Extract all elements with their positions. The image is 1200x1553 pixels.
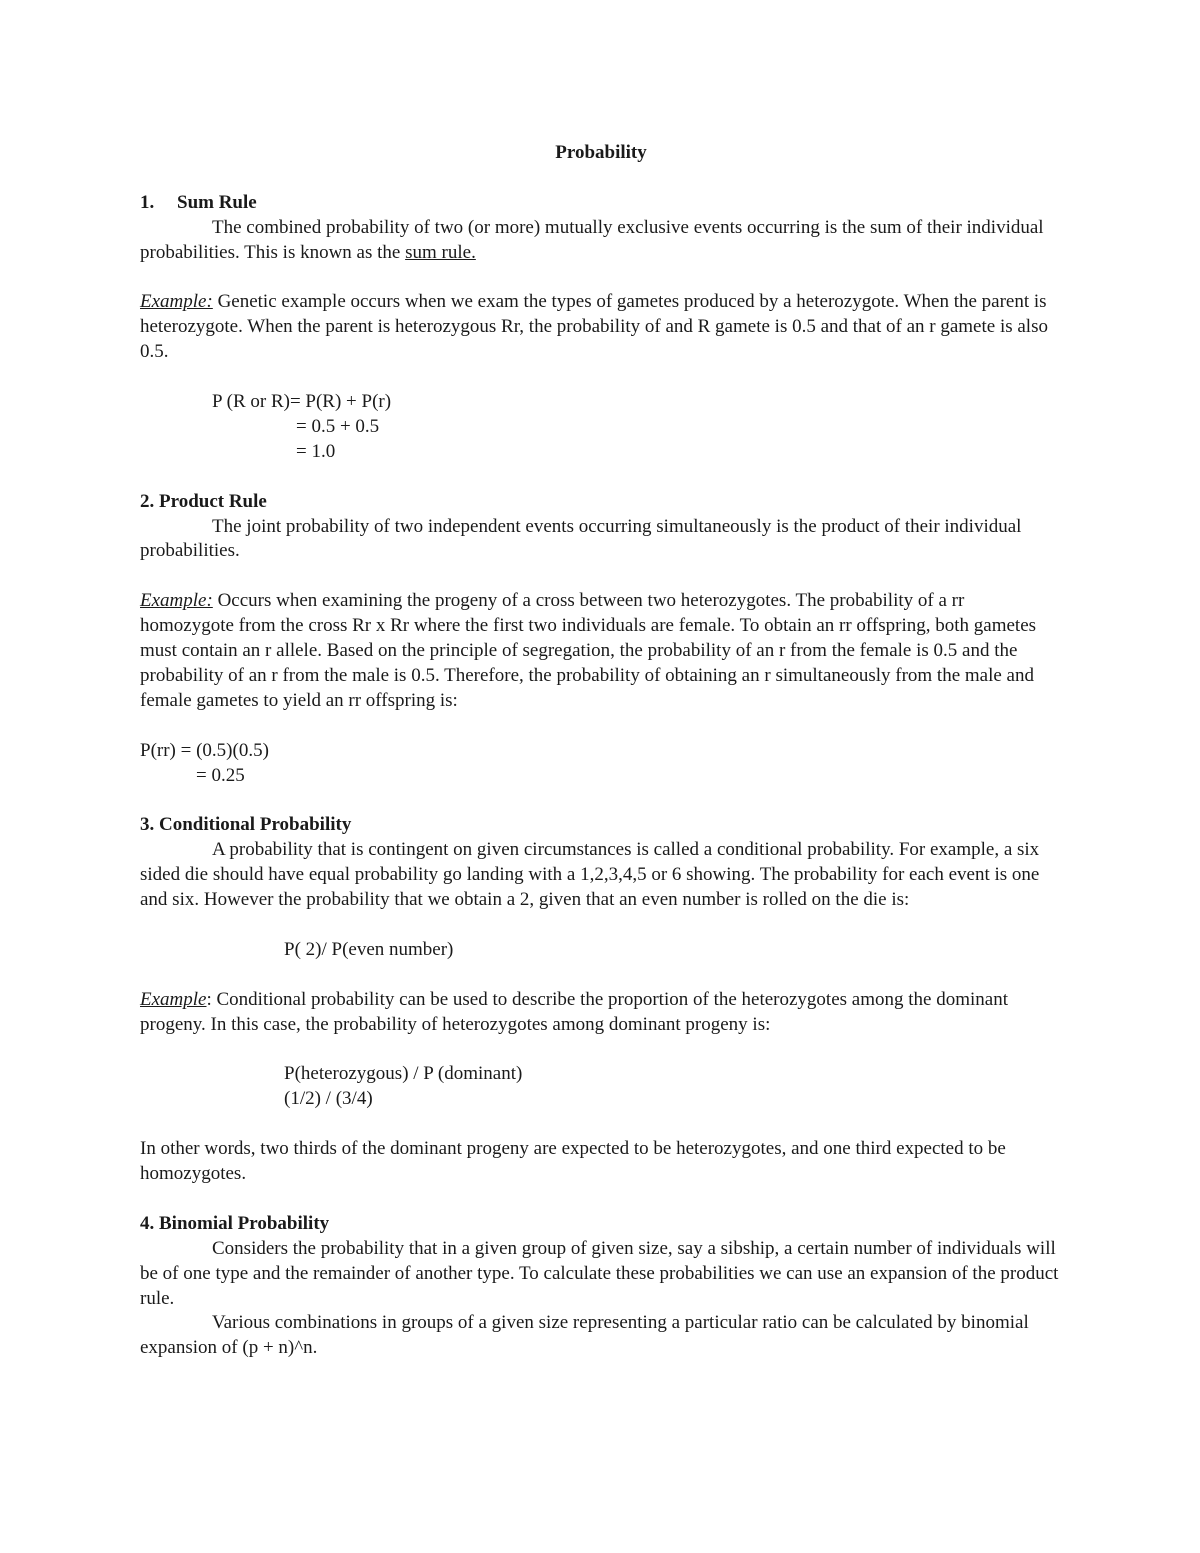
product-rule-equation-line: P(rr) = (0.5)(0.5) — [140, 739, 269, 761]
example-label: Example: — [140, 590, 213, 612]
binomial-paragraph: Various combinations in groups of a given size representing a particular ratio can be calculated by binomial expansion of (p + n)^n. — [140, 1312, 1029, 1359]
product-rule-definition: The joint probability of two independent events occurring simultaneously is the product of their individual probabilities. — [140, 515, 1022, 562]
conditional-conclusion: In other words, two thirds of the dominant progeny are expected to be heterozygotes, and one third expected to be homozygotes. — [140, 1138, 1006, 1184]
section-heading-sum-rule — [140, 191, 1062, 216]
sum-rule-term: sum rule. — [405, 241, 476, 263]
conditional-example: Example: Conditional probability can be used to describe the proportion of the heterozygotes among the dominant progeny. In this case, the probability of heterozygotes among dominant progeny is: — [140, 988, 1008, 1035]
section-heading-product-rule: 2. Product Rule — [140, 490, 267, 512]
section-heading-text: Sum Rule — [177, 191, 257, 213]
binomial-paragraph: Considers the probability that in a given group of given size, say a sibship, a certain number of individuals will be of one type and the remainder of another type. To calculate these probabilities we can use an expansion of the product rule. — [140, 1237, 1059, 1309]
product-rule-equation-line: = 0.25 — [196, 764, 245, 786]
page-title: Probability — [555, 142, 647, 163]
sum-rule-equation-line: P (R or R)= P(R) + P(r) — [212, 391, 392, 413]
conditional-equation-line: P(heterozygous) / P (dominant) — [284, 1063, 523, 1085]
conditional-equation-line: P( 2)/ P(even number) — [284, 938, 454, 960]
sum-rule-equation-line: = 1.0 — [296, 440, 336, 462]
conditional-probability-definition: A probability that is contingent on given circumstances is called a conditional probability. For example, a six sided die should have equal probability go landing with a 1,2,3,4,5 or 6 showing. The probability for each event is one and six. However the probability that we obtain a 2, given that an even number is rolled on the die is: — [140, 839, 1040, 911]
section-heading-binomial-probability: 4. Binomial Probability — [140, 1212, 330, 1234]
example-label: Example — [140, 988, 207, 1010]
example-label: Example: — [140, 291, 213, 313]
sum-rule-definition: The combined probability of two (or more) mutually exclusive events occurring is the sum of their individual probabilities. This is known as the sum rule. — [140, 216, 1044, 263]
product-rule-example: Example: Occurs when examining the progeny of a cross between two heterozygotes. The probability of a rr homozygote from the cross Rr x Rr where the first two individuals are female. To obtain an rr offspring, both gametes must contain an r allele. Based on the principle of segregation, the probability of an r from the female is 0.5 and the probability of an r from the male is 0.5. Therefore, the probability of obtaining an r simultaneously from the male and female gametes to yield an rr offspring is: — [140, 590, 1037, 711]
conditional-equation-line: (1/2) / (3/4) — [284, 1088, 373, 1110]
section-heading-conditional-probability: 3. Conditional Probability — [140, 814, 352, 836]
sum-rule-equation-line: = 0.5 + 0.5 — [296, 415, 380, 437]
section-number: 1. — [140, 191, 155, 213]
sum-rule-example: Example: Genetic example occurs when we exam the types of gametes produced by a heterozygote. When the parent is heterozygote. When the parent is heterozygous Rr, the probability of and R gamete is 0.5 and that of an r gamete is also 0.5. — [140, 291, 1048, 363]
document-page — [140, 141, 1062, 1361]
